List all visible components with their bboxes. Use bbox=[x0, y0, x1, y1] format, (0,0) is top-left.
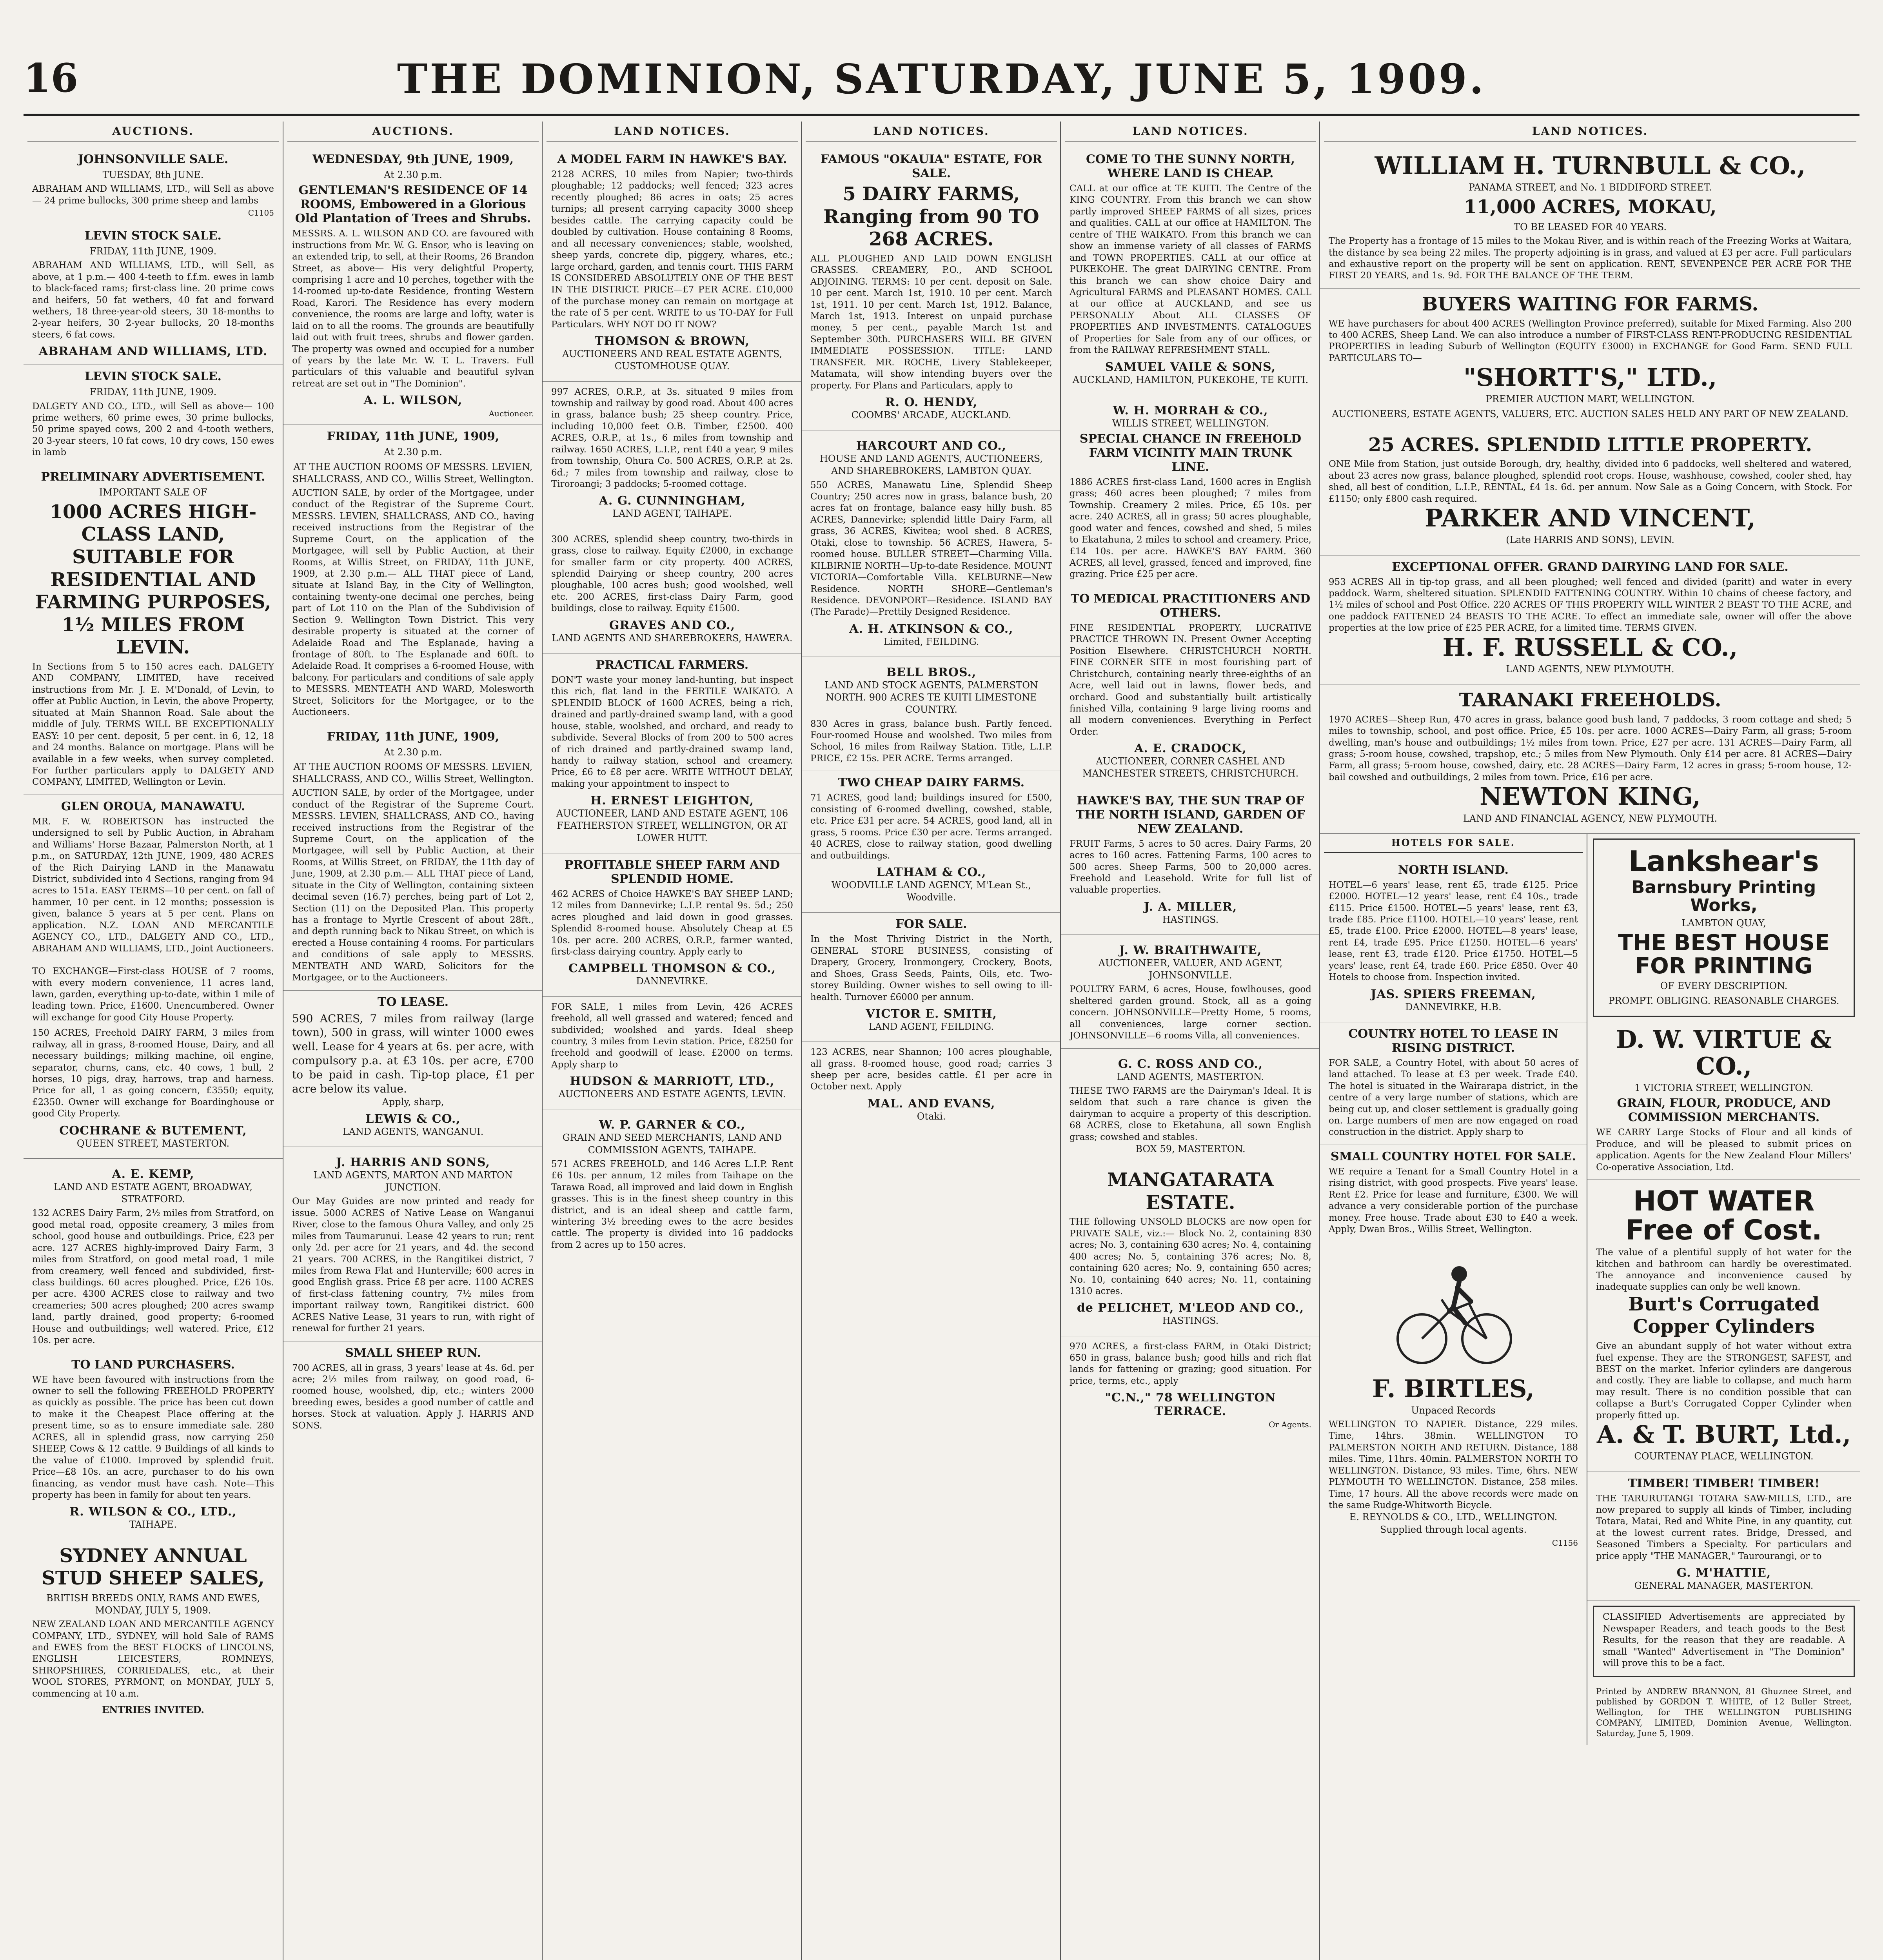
ad-body: Give an abundant supply of hot water without extra fuel expense. They are the STRONGEST, SAFEST, and BEST on the market. Inferior cylinders are dangerous and costly. They are liable to collapse, and much harm may result. There is no condition possible that can collapse a Burt's Corrugated Copper Cylinder when properly fitted up. bbox=[1596, 1341, 1852, 1421]
ad-address: LAND AND ESTATE AGENT, BROADWAY, STRATFORD. bbox=[53, 1181, 253, 1205]
ad-signature: GRAVES AND CO., bbox=[609, 618, 735, 632]
ad-address: AUCTIONEER, VALUER, AND AGENT, JOHNSONVILLE. bbox=[1098, 958, 1283, 981]
ad-address: GRAIN AND SEED MERCHANTS, LAND AND COMMISSION AGENTS, TAIHAPE. bbox=[562, 1132, 782, 1156]
ad-footer: PROMPT. OBLIGING. REASONABLE CHARGES. bbox=[1608, 995, 1839, 1006]
ad-sunny-north bbox=[1061, 148, 1320, 395]
ad-body: MR. F. W. ROBERTSON has instructed the undersigned to sell by Public Auction, in Abraham and Williams' Horse Bazaar, Palmerston North, at 1 p.m., on SATURDAY, 12th JUNE, 1909, 480 ACRES of the Rich Dairying LAND in the Manawatu District, subdivided into 4 Sections, ranging from 94 acres to 151a. EASY TERMS—10 per cent. on fall of hammer, 10 per cent. in 12 months; possession is given, balance 5 years at 5 per cent. Plans on application. N.Z. LOAN AND MERCANTILE AGENCY CO., LTD., DALGETY AND CO., LTD., ABRAHAM AND WILLIAMS, LTD., Joint Auctioneers. bbox=[32, 816, 274, 954]
ad-lankshear-printing bbox=[1593, 838, 1855, 1017]
ad-signature: D. W. VIRTUE & CO., bbox=[1616, 1025, 1832, 1080]
column-auctions-2 bbox=[283, 122, 543, 1960]
ad-signature: WILLIAM H. TURNBULL & CO., bbox=[1375, 151, 1806, 180]
ad-body: ABRAHAM AND WILLIAMS, LTD., will Sell, as above, at 1 p.m.— 400 4-teeth to f.f.m. ewes in lamb to black-faced rams; first-class line. 20 prime cows and heifers, 50 fat wethers, 40 fat and forward wethers, 18 three-year-old steers, 30 18-months to 2-year heifers, 30 2-year bullocks, 20 18-months steers, 6 fat cows. bbox=[32, 260, 274, 340]
ad-title: Lankshear's bbox=[1629, 844, 1819, 878]
ad-signature: H. F. RUSSELL & CO., bbox=[1442, 633, 1738, 662]
ad-address: PANAMA STREET, and No. 1 BIDDIFORD STREET. bbox=[1468, 182, 1712, 193]
ad-address: AUCTIONEER, LAND AND ESTATE AGENT, 106 FEATHERSTON STREET, WELLINGTON, OR AT LOWER HUTT. bbox=[556, 808, 788, 844]
ad-address: LAMBTON QUAY, bbox=[1681, 917, 1766, 929]
ad-address: DANNEVIRKE, H.B. bbox=[1405, 1001, 1502, 1013]
ad-address: QUEEN STREET, MASTERTON. bbox=[76, 1138, 230, 1149]
ad-body: WE have purchasers for about 400 ACRES (Wellington Province preferred), suitable for Mixed Farming. Also 200 to 400 ACRES, Sheep Land. We can also introduce a number of FIRST-CLASS RENT-PRODUCING RESIDENTIAL PROPERTIES in leading Suburb of Wellington (EQUITY £3000) in EXCHANGE for Good Farm. SEND FULL PARTICULARS TO— bbox=[1329, 318, 1852, 363]
ad-reference: C1156 bbox=[1552, 1538, 1578, 1548]
ad-hot-water bbox=[1587, 1180, 1860, 1472]
ad-garner bbox=[543, 1109, 802, 1257]
ad-turnbull-mokau bbox=[1320, 148, 1860, 289]
ad-address: PREMIER AUCTION MART, WELLINGTON. bbox=[1485, 394, 1695, 405]
ad-preliminary-sale bbox=[24, 465, 283, 795]
ad-signature: "C.N.," 78 WELLINGTON TERRACE. bbox=[1105, 1391, 1276, 1419]
ad-title: SMALL COUNTRY HOTEL FOR SALE. bbox=[1331, 1149, 1576, 1163]
ad-graves bbox=[543, 529, 802, 653]
ad-title: A MODEL FARM IN HAWKE'S BAY. bbox=[557, 152, 787, 166]
ad-title: TIMBER! TIMBER! TIMBER! bbox=[1628, 1476, 1820, 1490]
ad-apply: Apply, sharp, bbox=[382, 1096, 444, 1107]
ad-signature: A. & T. BURT, Ltd., bbox=[1596, 1420, 1851, 1449]
ad-braithwaite bbox=[1061, 935, 1320, 1049]
ad-date: TUESDAY, 8th JUNE. bbox=[102, 169, 204, 180]
ad-address: HASTINGS. bbox=[1162, 914, 1219, 925]
ad-body: 132 ACRES Dairy Farm, 2½ miles from Stratford, on good metal road, opposite creamery, 3 miles from school, good house and outbuildings. Price, £23 per acre. 127 ACRES highly-improved Dairy Farm, 3 miles from Stratford, on good metal road, 1 mile from creamery, well fenced and subdivided, first-class buildings. 60 acres ploughed. Price, £26 10s. per acre. 4300 ACRES close to railway and two creameries; 500 acres ploughed; 200 acres swamp land, partly drained, good property; 6-roomed House and outbuildings; well watered. Price, £12 10s. per acre. bbox=[32, 1208, 274, 1346]
ad-address: AUCTIONEER, CORNER CASHEL AND MANCHESTER STREETS, CHRISTCHURCH. bbox=[1082, 756, 1299, 779]
ad-cunningham bbox=[543, 382, 802, 529]
ad-body: ABRAHAM AND WILLIAMS, LTD., will Sell as above— 24 prime bullocks, 300 prime sheep and lambs bbox=[32, 184, 274, 206]
ad-signature: J. HARRIS AND SONS, bbox=[336, 1155, 490, 1169]
ad-subtitle: TO BE LEASED FOR 40 YEARS. bbox=[1514, 221, 1667, 232]
ad-title: GENTLEMAN'S RESIDENCE OF 14 ROOMS, Embowered in a Glorious Old Plantation of Trees and Shrubs. bbox=[295, 183, 531, 226]
ad-signature: BELL BROS., bbox=[886, 666, 977, 680]
ad-splendid-property bbox=[1320, 429, 1860, 555]
ad-time: At 2.30 p.m. bbox=[384, 446, 442, 458]
ad-harcourt bbox=[802, 430, 1061, 657]
ad-title: MANGATARATA ESTATE. bbox=[1107, 1169, 1274, 1214]
ad-cochrane-butement bbox=[24, 961, 283, 1159]
ad-signature: A. H. ATKINSON & CO., bbox=[849, 622, 1013, 636]
ad-otaki-farm bbox=[1061, 1336, 1320, 1436]
ad-title: TO MEDICAL PRACTITIONERS AND OTHERS. bbox=[1070, 592, 1311, 620]
ad-address: WOODVILLE LAND AGENCY, M'Lean St., Woodville. bbox=[831, 879, 1031, 903]
ad-signature: MAL. AND EVANS, bbox=[867, 1096, 995, 1111]
ad-hudson-marriott bbox=[543, 997, 802, 1110]
ad-body: MESSRS. A. L. WILSON AND CO. are favoured with instructions from Mr. W. G. Ensor, who is leaving on an extended trip, to sell, at their Rooms, 26 Brandon Street, as above— His very delightful Property, comprising 1 acre and 10 perches, together with the 14-roomed up-to-date Residence, fronting Western Road, Karori. The Residence has every modern convenience, the rooms are large and lofty, water is laid on to all the rooms. The grounds are beautifully laid out with fruit trees, shrubs and flower garden. The property was owned and occupied for a number of years by the late Mr. W. T. L. Travers. Full particulars of this valuable and beautiful sylvan retreat are set out in "The Dominion". bbox=[292, 229, 534, 389]
ad-signature: THOMSON & BROWN, bbox=[594, 334, 750, 348]
ad-signature: G. M'HATTIE, bbox=[1676, 1566, 1771, 1580]
ad-body: FINE RESIDENTIAL PROPERTY, LUCRATIVE PRACTICE THROWN IN. Present Owner Accepting Position Elsewhere. CHRISTCHURCH NORTH. FINE CORNER SITE in most fourishing part of Christchurch, containing nearly three-eighths of an Acre, well laid out in lawns, flower beds, and orchard. Good and substantially built artistically finished Villa, containing 9 large living rooms and all modern conveniences. Everything in Perfect Order. bbox=[1070, 622, 1311, 737]
ad-body: 590 ACRES, 7 miles from railway (large town), 500 in grass, will winter 1000 ewes well. Lease for 4 years at 6s. per acre, with compulsory p.a. at £3 10s. per acre, £700 to be paid in cash. Tip-top place, £1 per acre below its value. bbox=[292, 1012, 534, 1095]
ad-body: 300 ACRES, splendid sheep country, two-thirds in grass, close to railway. Equity £2000, in exchange for smaller farm or city property. 400 ACRES, splendid Dairying or sheep country, 200 acres ploughable, 100 acres bush; good woolshed, well etc. 200 ACRES, first-class Dairy Farm, good buildings, close to railway. Equity £1500. bbox=[551, 534, 793, 614]
ad-title: HAWKE'S BAY, THE SUN TRAP OF THE NORTH ISLAND, GARDEN OF NEW ZEALAND. bbox=[1076, 793, 1305, 836]
ad-levin-stock-sale-2 bbox=[24, 365, 283, 465]
column-heading: LAND NOTICES. bbox=[806, 122, 1057, 142]
ad-body: 1970 ACRES—Sheep Run, 470 acres in grass, balance good bush land, 7 paddocks, 3 room cottage and shed; 5 miles to township, school, and post office. Price, £5 10s. per acre. 1000 ACRES—Dairy Farm, all grass; 5-room dwelling, man's house and outbuildings; 1½ miles from town. Price, £27 per acre. 131 ACRES—Dairy Farm, all grass; 5-room house, cowshed, trapshop, etc.; 5 miles from New Plymouth. Only £14 per acre. 81 ACRES—Dairy Farm, all grass; 5-room house, cowshed, dairy, etc. 28 ACRES—Dairy Farm, 12 acres in grass; 5-room house, 12-bail cowshed and outbuildings, 2 miles from town. Price, £16 per acre. bbox=[1329, 714, 1852, 782]
ad-title: PRACTICAL FARMERS. bbox=[596, 658, 749, 672]
ad-address: LAND AGENT, TAIHAPE. bbox=[612, 508, 732, 519]
ad-title: LEVIN STOCK SALE. bbox=[85, 229, 222, 243]
ad-title: Burt's Corrugated Copper Cylinders bbox=[1628, 1293, 1819, 1338]
ad-subtitle: Unpaced Records bbox=[1411, 1405, 1496, 1416]
ad-hotels-for-sale bbox=[1320, 858, 1587, 1022]
ad-land-purchasers bbox=[24, 1353, 283, 1540]
ad-signature: CAMPBELL THOMSON & CO., bbox=[568, 962, 776, 976]
ad-date: FRIDAY, 11th JUNE, 1909, bbox=[327, 730, 499, 744]
ad-body: In Sections from 5 to 150 acres each. DALGETY AND COMPANY, LIMITED, have received instructions from Mr. J. E. M'Donald, of Levin, to offer at Public Auction, in Levin, the above Property, situated at Main Shannon Road. Sale about the middle of July. TERMS WILL BE EXCEPTIONALLY EASY: 10 per cent. deposit, 5 per cent. in 6, 12, 18 and 24 months. Balance on mortgage. Plans will be available in a few weeks, when survey completed. For further particulars apply to DALGETY AND COMPANY, LIMITED, Wellington or Levin. bbox=[32, 662, 274, 788]
lower-left bbox=[1320, 834, 1587, 1745]
ad-body: FRUIT Farms, 5 acres to 50 acres. Dairy Farms, 20 acres to 160 acres. Fattening Farms, 100 acres to 500 acres. Sheep Farms, 500 to 20,000 acres. Freehold and Leasehold. Write for full list of valuable properties. bbox=[1070, 838, 1311, 895]
ad-title: TO LAND PURCHASERS. bbox=[71, 1357, 235, 1372]
ad-title: 11,000 ACRES, MOKAU, bbox=[1464, 196, 1717, 218]
column-heading: LAND NOTICES. bbox=[1065, 122, 1316, 142]
ad-signature: G. C. ROSS AND CO., bbox=[1118, 1057, 1263, 1071]
ad-address: Otaki. bbox=[917, 1111, 946, 1122]
ad-grand-dairying bbox=[1320, 555, 1860, 685]
ad-title: GRAIN, FLOUR, PRODUCE, AND COMMISSION MERCHANTS. bbox=[1617, 1096, 1831, 1125]
ad-address: LAND AND FINANCIAL AGENCY, NEW PLYMOUTH. bbox=[1463, 813, 1718, 824]
ad-address: WILLIS STREET, WELLINGTON. bbox=[1112, 417, 1269, 429]
ad-date: FRIDAY, 11th JUNE, 1909, bbox=[327, 430, 499, 444]
ad-wilson-residence bbox=[283, 148, 543, 425]
ad-body: WE CARRY Large Stocks of Flour and all kinds of Produce, and will be pleased to submit prices on application. Agents for the New Zealand Flour Millers' Co-operative Association, Ltd. bbox=[1596, 1127, 1852, 1172]
ad-body: Our May Guides are now printed and ready for issue. 5000 ACRES of Native Lease on Wanganui River, close to the famous Ohura Valley, and only 25 miles from Taumarunui. Lease 42 years to run; rent only 2d. per acre for 21 years, and 4d. the second 21 years. 700 ACRES, in the Rangitikei district, 7 miles from Rewa Flat and Hunterville; 600 acres in good English grass. Price £8 per acre. 1100 ACRES of first-class fattening country, 7½ miles from important railway town, Rangitikei district. 600 ACRES Native Lease, 31 years to run, with right of renewal for further 21 years. bbox=[292, 1196, 534, 1334]
ad-store-for-sale bbox=[802, 913, 1061, 1042]
ad-title: COUNTRY HOTEL TO LEASE IN RISING DISTRICT. bbox=[1348, 1027, 1558, 1055]
column-land-notices-3 bbox=[1060, 122, 1320, 1960]
ad-body: FOR SALE, 1 miles from Levin, 426 ACRES freehold, all well grassed and watered; fenced and subdivided; woolshed and yards. Ideal sheep country, 3 miles from Levin station. Price, £8250 for freehold and goodwill of lease. £2000 on terms. Apply sharp to bbox=[551, 1002, 793, 1070]
ad-to-lease bbox=[283, 991, 543, 1147]
ad-title: TARANAKI FREEHOLDS. bbox=[1459, 689, 1721, 711]
ad-headline: HOT WATER Free of Cost. bbox=[1625, 1185, 1822, 1246]
ad-body: THE following UNSOLD BLOCKS are now open for PRIVATE SALE, viz.:— Block No. 2, containing 830 acres; No. 3, containing 630 acres; No. 4, containing 400 acres; No. 5, containing 376 acres; No. 8, containing 620 acres; No. 9, containing 650 acres; No. 10, containing 640 acres; No. 11, containing 1310 acres. bbox=[1070, 1217, 1311, 1296]
ad-title: FAMOUS "OKAUIA" ESTATE, FOR SALE. bbox=[820, 152, 1042, 180]
ad-buyers-waiting bbox=[1320, 289, 1860, 429]
ad-address: GENERAL MANAGER, MASTERTON. bbox=[1634, 1580, 1814, 1592]
ad-signature: A. L. WILSON, bbox=[363, 394, 463, 408]
ad-body: DON'T waste your money land-hunting, but inspect this rich, flat land in the FERTILE WAIKATO. A SPLENDID BLOCK of 1600 ACRES, being a rich, drained and partly-drained swamp land, with a good house, stable, woolshed, and orchard, and ready to subdivide. Several Blocks of from 200 to 500 acres of rich drained and partly-drained swamp land, handy to railway station, school and creamery. Price, £6 to £8 per acre. WRITE WITHOUT DELAY, making your appointment to inspect to bbox=[551, 675, 793, 789]
ad-johnsonville-sale bbox=[24, 148, 283, 224]
ad-levin-stock-sale-1 bbox=[24, 224, 283, 365]
ad-signature: de PELICHET, M'LEOD AND CO., bbox=[1077, 1301, 1304, 1315]
ad-body: WE have been favoured with instructions from the owner to sell the following FREEHOLD PROPERTY as quickly as possible. The price has been cut down to make it the Cheapest Place offering at the present time, so as to ensure immediate sale. 280 ACRES, all in splendid grass, now carrying 250 SHEEP, Cows & 12 cattle. 9 Buildings of all kinds to the value of £1000. Improved by splendid fruit. Price—£8 10s. an acre, purchaser to do his own financing, as vendor must have cash. Note—This property has been in family for about ten years. bbox=[32, 1374, 274, 1500]
ad-address: LAND AND STOCK AGENTS, PALMERSTON NORTH. 900 ACRES TE KUITI LIMESTONE COUNTRY. bbox=[824, 680, 1038, 715]
ad-signature: COCHRANE & BUTEMENT, bbox=[59, 1123, 247, 1138]
ad-address: AUCTIONEERS AND REAL ESTATE AGENTS, CUSTOMHOUSE QUAY. bbox=[562, 348, 783, 372]
ad-mortgagee-sale-2 bbox=[283, 725, 543, 991]
ad-title: NORTH ISLAND. bbox=[1398, 863, 1509, 877]
ad-body: ALL PLOUGHED AND LAID DOWN ENGLISH GRASSES. CREAMERY, P.O., AND SCHOOL ADJOINING. TERMS: 10 per cent. deposit on Sale. 10 per cent. March 1st, 1910. 10 per cent. March 1st, 1911. 10 per cent. March 1st, 1912. Balance, March 1st, 1913. Interest on unpaid purchase money, 5 per cent., payable March 1st and September 30th. PURCHASERS WILL BE GIVEN IMMEDIATE POSSESSION. TITLE: LAND TRANSFER. MR. ROCHE, Livery Stablekeeper, Matamata, will show intending buyers over the property. For Plans and Particulars, apply to bbox=[810, 253, 1052, 391]
ad-address: LAND AGENTS, WANGANUI. bbox=[342, 1126, 484, 1137]
ad-body: DALGETY AND CO., LTD., will Sell as above— 100 prime wethers, 60 prime ewes, 30 prime bullocks, 50 prime spayed cows, 200 2 and 4-tooth wethers, 20 3-year steers, 10 fat cows, 10 dry cows, 150 ewes in lamb bbox=[32, 401, 274, 458]
ad-body: 71 ACRES, good land; buildings insured for £500, consisting of 6-roomed dwelling, cowshed, stable, etc. Price £31 per acre. 54 ACRES, good land, all in grass, 5 rooms. Price £30 per acre. Terms arranged. 40 ACRES, close to railway station, good dwelling and outbuildings. bbox=[810, 793, 1052, 861]
ad-title: SPECIAL CHANCE IN FREEHOLD FARM VICINITY MAIN TRUNK LINE. bbox=[1079, 432, 1302, 474]
ad-birtles-records bbox=[1320, 1242, 1587, 1554]
ad-body: HOTEL—6 years' lease, rent £5, trade £125. Price £2000. HOTEL—12 years' lease, rent £4 10s., trade £115. Price £1500. HOTEL—5 years' lease, rent £3, trade £85. Price £1100. HOTEL—10 years' lease, rent £5, trade £100. Price £2000. HOTEL—8 years' lease, rent £4, trade £95. Price £1250. HOTEL—6 years' lease, rent £3, trade £120. Price £1750. HOTEL—5 years' lease, rent £4, trade £60. Price £850. Over 40 Hotels to choose from. Inspection invited. bbox=[1329, 880, 1578, 983]
ad-body: NEW ZEALAND LOAN AND MERCANTILE AGENCY COMPANY, LTD., SYDNEY, will hold Sale of RAMS and EWES from the BEST FLOCKS of LINCOLNS, ENGLISH LEICESTERS, ROMNEYS, SHROPSHIRES, CORRIEDALES, etc., at their WOOL STORES, PYRMONT, on MONDAY, JULY 5, commencing at 10 a.m. bbox=[32, 1619, 274, 1699]
ad-body: 2128 ACRES, 10 miles from Napier; two-thirds ploughable; 12 paddocks; well fenced; 323 acres recently ploughed; 86 acres in oats; 25 acres turnips; all present carrying capacity 3000 sheep besides cattle. The carrying capacity could be doubled by cultivation. House containing 8 Rooms, and all necessary conveniences; stable, woolshed, sheep yards, concrete dip, piggery, whares, etc.; large orchard, garden, and tennis court. THIS FARM IS CONSIDERED ABSOLUTELY ONE OF THE BEST IN THE DISTRICT. PRICE—£7 PER ACRE. £10,000 of the purchase money can remain on mortgage at the rate of 5 per cent. WRITE to us TO-DAY for Full Particulars. WHY NOT DO IT NOW? bbox=[551, 169, 793, 330]
ad-title: GLEN OROUA, MANAWATU. bbox=[61, 799, 245, 813]
ad-body: In the Most Thriving District in the North, GENERAL STORE BUSINESS, consisting of Drapery, Grocery, Ironmongery, Crockery, Boots, and Shoes, Grass Seeds, Paints, Oils, etc. Two-storey Building. Owner wishes to sell owing to ill-health. Turnover £6000 per annum. bbox=[810, 934, 1052, 1002]
ad-medical-practitioners bbox=[1061, 587, 1320, 789]
ad-signature: HARCOURT AND CO., bbox=[856, 439, 1007, 453]
ad-headline: 1000 ACRES HIGH-CLASS LAND, SUITABLE FOR RESIDENTIAL AND FARMING PURPOSES, 1½ MILES FROM LEVIN. bbox=[35, 501, 271, 659]
ad-kemp bbox=[24, 1159, 283, 1353]
column-heading: AUCTIONS. bbox=[287, 122, 539, 142]
ad-hawkes-bay bbox=[1061, 789, 1320, 935]
ad-signature: J. A. MILLER, bbox=[1144, 900, 1237, 914]
newspaper-title: THE DOMINION, SATURDAY, JUNE 5, 1909. bbox=[397, 55, 1486, 103]
ad-address: COURTENAY PLACE, WELLINGTON. bbox=[1634, 1451, 1814, 1462]
ad-subtitle: Barnsbury Printing Works, bbox=[1631, 877, 1816, 916]
ad-morrah bbox=[1061, 395, 1320, 587]
ad-address: LAND AGENTS AND SHAREBROKERS, HAWERA. bbox=[552, 632, 793, 644]
ad-body: 970 ACRES, a first-class FARM, in Otaki District; 650 in grass, balance bush; good hills and rich flat lands for fattening or grazing; good situation. For price, terms, etc., apply bbox=[1070, 1341, 1311, 1386]
column-heading: AUCTIONS. bbox=[27, 122, 279, 142]
ad-title: COME TO THE SUNNY NORTH, WHERE LAND IS CHEAP. bbox=[1086, 152, 1295, 180]
ad-title: FOR SALE. bbox=[895, 917, 967, 931]
imprint-text: Printed by ANDREW BRANNON, 81 Ghuznee Street, and published by GORDON T. WHITE, of 12 Buller Street, Wellington, for THE WELLINGTON PUBLISHING COMPANY, LIMITED, Dominion Avenue, Wellington. Saturday, June 5, 1909. bbox=[1596, 1686, 1852, 1738]
ad-small-country-hotel bbox=[1320, 1145, 1587, 1242]
ad-agent: E. REYNOLDS & CO., LTD., WELLINGTON. Supplied through local agents. bbox=[1349, 1512, 1558, 1535]
ad-body: AUCTION SALE, by order of the Mortgagee, under conduct of the Registrar of the Supreme Court. MESSRS. LEVIEN, SHALLCRASS, AND CO., having received instructions from the Registrar of the Supreme Court, on the application of the Mortgagee, will sell by Public Auction, at their Rooms, at Willis Street, on FRIDAY, 11th JUNE, 1909, at 2.30 p.m.— ALL THAT piece of Land, situate at Island Bay, in the City of Wellington, containing twenty-one decimal one perches, being part of Lot 110 on the Plan of the Subdivision of Section 9. Wellington Town District. This very desirable property is situated at the corner of Adelaide Road and The Esplanade, having a frontage of 80ft. to The Esplanade and 60ft. to Adelaide Road. It comprises a 6-roomed House, with balcony. For particulars and conditions of sale apply to MESSRS. MENTEATH AND WARD, Molesworth Street, Solicitors for the Mortgagee, or to the Auctioneers. bbox=[292, 488, 534, 718]
ad-address: COOMBS' ARCADE, AUCKLAND. bbox=[851, 410, 1011, 421]
column-land-notices-2 bbox=[801, 122, 1061, 1960]
ad-signature: VICTOR E. SMITH, bbox=[866, 1007, 997, 1021]
ad-title: TWO CHEAP DAIRY FARMS. bbox=[838, 776, 1025, 790]
ad-mangatarata-estate bbox=[1061, 1164, 1320, 1336]
ad-headline: 5 DAIRY FARMS, Ranging from 90 TO 268 ACRES. bbox=[823, 183, 1039, 250]
ad-harris-sons bbox=[283, 1147, 543, 1341]
ad-glen-oroua bbox=[24, 795, 283, 961]
ad-signature: NEWTON KING, bbox=[1480, 782, 1701, 811]
ad-body: 997 ACRES, O.R.P., at 3s. situated 9 miles from township and railway by good road. About 400 acres in grass, balance bush; 25 sheep country. Price, including 10,000 feet O.B. Timber, £2500. 400 ACRES, O.R.P., at 1s., 6 miles from township and railway. 1650 ACRES, L.I.P., rent £40 a year, 9 miles from township, Ohura Co. 500 ACRES, O.R.P. at 2s. 6d.; 7 miles from township and railway, close to Tiroroangi; 3 paddocks; 5-roomed cottage. bbox=[551, 387, 793, 489]
page-number: 16 bbox=[24, 55, 78, 101]
ad-address: 1 VICTORIA STREET, WELLINGTON. bbox=[1634, 1082, 1814, 1094]
ad-title: SYDNEY ANNUAL STUD SHEEP SALES, bbox=[42, 1544, 265, 1590]
ad-signature: "SHORTT'S," LTD., bbox=[1463, 363, 1717, 392]
ad-title: LEVIN STOCK SALE. bbox=[85, 370, 222, 384]
ad-signature: F. BIRTLES, bbox=[1372, 1374, 1534, 1403]
ad-address: LAND AGENTS, MARTON AND MARTON JUNCTION. bbox=[313, 1169, 513, 1193]
ad-ross bbox=[1061, 1049, 1320, 1165]
ad-body: 700 ACRES, all in grass, 3 years' lease at 4s. 6d. per acre; 2½ miles from railway, on good road, 6-roomed house, woolshed, dip, etc.; winters 2000 breeding ewes, besides a good number of cattle and horses. Stock at valuation. Apply J. HARRIS AND SONS. bbox=[292, 1363, 534, 1431]
ad-title: JOHNSONVILLE SALE. bbox=[78, 152, 229, 166]
lower-right bbox=[1587, 834, 1860, 1745]
ad-place: AT THE AUCTION ROOMS OF MESSRS. LEVIEN, SHALLCRASS, AND CO., Willis Street, Wellington. bbox=[292, 761, 534, 784]
ad-country-hotel bbox=[1320, 1022, 1587, 1145]
ad-taranaki-freeholds bbox=[1320, 684, 1860, 834]
ad-signature: LATHAM & CO., bbox=[876, 865, 986, 879]
ad-body: TO EXCHANGE—First-class HOUSE of 7 rooms, with every modern convenience, 11 acres land, lawn, garden, everything up-to-date, within 1 mile of leading town. Price, £1600. Unencumbered. Owner will exchange for good City House Property. bbox=[32, 966, 274, 1023]
ad-signature: A. G. CUNNINGHAM, bbox=[599, 494, 746, 508]
ad-date: WEDNESDAY, 9th JUNE, 1909, bbox=[312, 152, 514, 166]
ad-body: ONE Mile from Station, just outside Borough, dry, healthy, divided into 6 paddocks, well sheltered and watered, about 23 acres now grass, balance ploughed, splendid root crops. House, washhouse, cowshed, cooler shed, hay shed, all best of condition, L.I.P., RENTAL, £4 1s. 6d. per annum. Now Sale as a Going Concern, with Stock. For £1150; only £800 cash required. bbox=[1329, 459, 1852, 504]
ad-title: PRELIMINARY ADVERTISEMENT. bbox=[41, 470, 265, 484]
column-heading: LAND NOTICES. bbox=[1324, 122, 1856, 142]
ad-timber bbox=[1587, 1472, 1860, 1601]
ad-body: 123 ACRES, near Shannon; 100 acres ploughable, all grass. 8-roomed house, good road; carries 3 sheep per acre, besides cattle. £1 per acre in October next. Apply bbox=[810, 1047, 1052, 1092]
ad-address: AUCTIONEERS AND ESTATE AGENTS, LEVIN. bbox=[558, 1089, 786, 1100]
column-auctions-1 bbox=[24, 122, 283, 1960]
ad-address: DANNEVIRKE. bbox=[636, 976, 708, 987]
ad-address: (Late HARRIS AND SONS), LEVIN. bbox=[1506, 534, 1674, 546]
ad-signature: R. O. HENDY, bbox=[885, 396, 978, 410]
ad-mortgagee-sale-1 bbox=[283, 425, 543, 725]
ad-subtitle: IMPORTANT SALE OF bbox=[99, 486, 207, 498]
ad-signature: HUDSON & MARRIOTT, LTD., bbox=[570, 1074, 775, 1089]
ad-body: AUCTION SALE, by order of the Mortgagee, under conduct of the Registrar of the Supreme Court. MESSRS. LEVIEN, SHALLCRASS, AND CO., having received instructions from the Registrar of the Supreme Court, on the application of the Mortgagee, will sell by Public Auction, at their Rooms, at Willis Street, on FRIDAY, the 11th day of June, 1909, at 2.30 p.m.— ALL THAT piece of Land, situate in the City of Wellington, containing sixteen decimal seven (16.7) perches, being part of Lot 2, Section (11) on the Deposited Plan. This property has a frontage to Myrtle Crescent of about 28ft., and depth running back to Nikau Street, on which is erected a House containing 4 rooms. For particulars and conditions of sale apply to MESSRS. MENTEATH AND WARD, Solicitors for the Mortgagee, or to the Auctioneers. bbox=[292, 788, 534, 983]
ad-small-sheep-run bbox=[283, 1341, 543, 1438]
ad-title: BUYERS WAITING FOR FARMS. bbox=[1422, 293, 1759, 315]
ad-body: THE TARURUTANGI TOTARA SAW-MILLS, LTD., are now prepared to supply all kinds of Timber, including Totara, Matai, Red and White Pine, in any quantity, cut at the lowest current rates. Bridge, Dressed, and Seasoned Timbers a Specialty. For particulars and price apply "THE MANAGER," Taurourangi, or to bbox=[1596, 1493, 1852, 1561]
masthead bbox=[24, 55, 1859, 102]
ad-address: LAND AGENTS, NEW PLYMOUTH. bbox=[1506, 663, 1674, 675]
ad-address: LAND AGENTS, MASTERTON. bbox=[1117, 1071, 1264, 1082]
ad-title: PROFITABLE SHEEP FARM AND SPLENDID HOME. bbox=[564, 858, 780, 886]
ad-signature: JAS. SPIERS FREEMAN, bbox=[1371, 987, 1536, 1001]
ad-signature: A. E. CRADOCK, bbox=[1134, 742, 1247, 756]
ad-place: AT THE AUCTION ROOMS OF MESSRS. LEVIEN, SHALLCRASS, AND CO., Willis Street, Wellington. bbox=[292, 461, 534, 485]
ad-date: FRIDAY, 11th JUNE, 1909. bbox=[89, 246, 217, 257]
ad-model-farm bbox=[543, 148, 802, 382]
ad-body: 1886 ACRES first-class Land, 1600 acres in English grass; 460 acres been ploughed; 7 miles from Township. Creamery 2 miles. Price, £5 10s. per acre. 240 ACRES, all in grass; 50 acres ploughable, good water and fences, cowshed and shed, 5 miles to Ekatahuna, 2 miles to school and creamery. Price, £14 10s. per acre. HAWKE'S BAY FARM. 360 ACRES, all level, grassed, fenced and improved, fine grazing. Price £25 per acre. bbox=[1070, 477, 1311, 580]
ad-headline: THE BEST HOUSE FOR PRINTING bbox=[1618, 930, 1830, 979]
ad-title: TO LEASE. bbox=[377, 995, 449, 1009]
ad-body: POULTRY FARM, 6 acres, House, fowlhouses, good sheltered garden ground. Stock, all as a going concern. JOHNSONVILLE—Pretty Home, 5 rooms, all conveniences, large corner section. JOHNSONVILLE—6 rooms Villa, all conveniences. bbox=[1070, 984, 1311, 1041]
ad-body: The Property has a frontage of 15 miles to the Mokau River, and is within reach of the Freezing Works at Waitara, the distance by sea being 22 miles. The property adjoining is in grass, and valued at £3 per acre. Full particulars and exhaustive report on the property will be sent on application. RENT, SEVENPENCE PER ACRE FOR THE FIRST 20 YEARS, and 1s. 9d. FOR THE BALANCE OF THE TERM. bbox=[1329, 236, 1852, 281]
ad-address: HOUSE AND LAND AGENTS, AUCTIONEERS, AND SHAREBROKERS, LAMBTON QUAY. bbox=[819, 453, 1043, 477]
ad-sydney-stud-sheep bbox=[24, 1540, 283, 1725]
ad-title: SMALL SHEEP RUN. bbox=[345, 1346, 481, 1360]
ad-signature: W. P. GARNER & CO., bbox=[599, 1118, 746, 1132]
ad-footer: ENTRIES INVITED. bbox=[102, 1704, 204, 1716]
ad-body: The value of a plentiful supply of hot water for the kitchen and bathroom can hardly be overestimated. The annoyance and inconvenience caused by inadequate supplies can only be well known. bbox=[1596, 1247, 1852, 1292]
ad-bell-bros bbox=[802, 657, 1061, 771]
ad-signature: LEWIS & CO., bbox=[365, 1112, 461, 1126]
column-heading: LAND NOTICES. bbox=[547, 122, 798, 142]
ad-role: Auctioneer. bbox=[488, 409, 534, 419]
ad-body: FOR SALE, a Country Hotel, with about 50 acres of land attached. To lease at £3 per week. Trade £40. The hotel is situated in the Wairarapa district, in the centre of a very large number of stations, which are being cut up, and closer settlement is gradually going on. Large numbers of men are now engaged on road construction in the district. Apply sharp to bbox=[1329, 1058, 1578, 1138]
ad-body: 150 ACRES, Freehold DAIRY FARM, 3 miles from railway, all in grass, 8-roomed House, Dairy, and all necessary buildings; milking machine, oil engine, separator, churns, cans, etc. 40 cows, 1 bull, 2 horses, 10 pigs, dray, harrows, trap and harness. Price for all, 1 as going concern, £3550; equity, £2350. Owner will exchange for Boardinghouse or good City Property. bbox=[32, 1028, 274, 1119]
ad-signature: R. WILSON & CO., LTD., bbox=[69, 1505, 237, 1519]
publisher-imprint bbox=[1587, 1682, 1860, 1745]
ad-address: Limited, FEILDING. bbox=[883, 636, 979, 647]
cyclist-illustration-icon bbox=[1391, 1252, 1516, 1370]
ad-signature: ABRAHAM AND WILLIAMS, LTD. bbox=[38, 345, 268, 359]
column-land-notices-4 bbox=[1319, 122, 1860, 1960]
ad-shannon-farm bbox=[802, 1042, 1061, 1131]
ad-virtue bbox=[1587, 1022, 1860, 1180]
ad-body: 571 ACRES FREEHOLD, and 146 Acres L.I.P. Rent £6 10s. per annum, 12 miles from Taihape on the Tarawa Road, all improved and laid down in English grasses. This is in the finest sheep country in this district, and is an ideal sheep and cattle farm, wintering 3½ breeding ewes to the acre besides cattle. The property is divided into 16 paddocks from 2 acres up to 150 acres. bbox=[551, 1159, 793, 1250]
top-rule bbox=[24, 114, 1859, 116]
ad-time: At 2.30 p.m. bbox=[384, 169, 442, 180]
ad-body: CALL at our office at TE KUITI. The Centre of the KING COUNTRY. From this branch we can show partly improved SHEEP FARMS of all sizes, prices and qualities. CALL at our office at HAMILTON. The centre of THE WAIKATO. From this branch we can show an immense variety of all classes of FARMS and TOWN PROPERTIES. CALL at our office at PUKEKOHE. The great DAIRYING CENTRE. From this branch we can show choice Dairy and Agricultural FARMS and PLEASANT HOMES. CALL at our office at AUCKLAND, and see us PERSONALLY About ALL CLASSES OF PROPERTIES AND INVESTMENTS. CATALOGUES of Properties for Sale from any of our offices, or from the RAILWAY REFRESHMENT STALL. bbox=[1070, 183, 1311, 356]
ad-body: CLASSIFIED Advertisements are appreciated by Newspaper Readers, and teach goods to the Best Results, for the reason that they are readable. A small "Wanted" Advertisement in "The Dominion" will prove this to be a fact. bbox=[1603, 1612, 1845, 1669]
ad-practical-farmers bbox=[543, 653, 802, 853]
ad-signature: PARKER AND VINCENT, bbox=[1424, 504, 1756, 533]
ad-address: LAND AGENT, FEILDING. bbox=[868, 1021, 994, 1032]
ad-signature: J. W. BRAITHWAITE, bbox=[1119, 944, 1262, 957]
ad-address: HASTINGS. bbox=[1162, 1315, 1219, 1327]
ad-reference: C1105 bbox=[248, 208, 274, 218]
ad-date: FRIDAY, 11th JUNE, 1909. bbox=[89, 387, 217, 398]
ad-subtitle: BRITISH BREEDS ONLY, RAMS AND EWES, MONDAY, JULY 5, 1909. bbox=[46, 1592, 260, 1616]
ad-body: 953 ACRES All in tip-top grass, and all been ploughed; well fenced and divided (paritt) and water in every paddock. Warm, sheltered situation. SPLENDID FATTENING COUNTRY. Within 10 chains of cheese factory, and 1½ miles of school and Post Office. 220 ACRES OF THIS PROPERTY WILL WINTER 2 BEAST TO THE ACRE, and one paddock FATTENED 24 BEASTS TO THE ACRE. To effect an immediate sale, owner will offer the above properties at the low price of £25 PER ACRE, for a limited time. TERMS GIVEN. bbox=[1329, 577, 1852, 633]
ad-body: WE require a Tenant for a Small Country Hotel in a rising district, with good prospects. Five years' lease. Rent £2. Price for lease and furniture, £300. We will advance a very considerable portion of the purchase money. Free house. Trade about £30 to £40 a week. Apply, Dwan Bros., Willis Street, Wellington. bbox=[1329, 1166, 1578, 1235]
ad-footer: Or Agents. bbox=[1269, 1420, 1311, 1430]
ad-okauia-estate bbox=[802, 148, 1061, 430]
ad-title: 25 ACRES. SPLENDID LITTLE PROPERTY. bbox=[1368, 434, 1812, 456]
ad-signature: H. ERNEST LEIGHTON, bbox=[590, 794, 754, 808]
section-heading: HOTELS FOR SALE. bbox=[1324, 834, 1583, 853]
ad-body: WELLINGTON TO NAPIER. Distance, 229 miles. Time, 14hrs. 38min. WELLINGTON TO PALMERSTON NORTH AND RETURN. Distance, 188 miles. Time, 11hrs. 40min. PALMERSTON NORTH TO WELLINGTON. Distance, 93 miles. Time, 6hrs. NEW PLYMOUTH TO WELLINGTON. Distance, 258 miles. Time, 17 hours. All the above records were made on the same Rudge-Whitworth Bicycle. bbox=[1329, 1419, 1578, 1510]
ad-time: At 2.30 p.m. bbox=[384, 746, 442, 758]
ad-two-cheap-dairy-farms bbox=[802, 771, 1061, 913]
ad-address: AUCKLAND, HAMILTON, PUKEKOHE, TE KUITI. bbox=[1072, 374, 1309, 385]
ad-footer: AUCTIONEERS, ESTATE AGENTS, VALUERS, ETC. AUCTION SALES HELD ANY PART OF NEW ZEALAND. bbox=[1332, 408, 1848, 419]
ad-body: 550 ACRES, Manawatu Line, Splendid Sheep Country; 250 acres now in grass, balance bush, 20 acres fat on frontage, balance easy hilly bush. 85 ACRES, Dannevirke; splendid little Dairy Farm, all grass, 36 ACRES, Kiwitea; wool shed. 8 ACRES, Otaki, close to township. 56 ACRES, Hawera, 5-roomed house. BULLER STREET—Charming Villa. KILBIRNIE NORTH—Up-to-date Residence. MOUNT VICTORIA—Comfortable Villa. KELBURNE—New Residence. NORTH SHORE—Gentleman's Residence. DEVONPORT—Residence. ISLAND BAY (The Parade)—Prettily Designed Residence. bbox=[810, 480, 1052, 617]
ad-profitable-sheep-farm bbox=[543, 853, 802, 997]
ad-signature: W. H. MORRAH & CO., bbox=[1113, 403, 1268, 417]
ad-signature: SAMUEL VAILE & SONS, bbox=[1105, 360, 1276, 374]
ad-title: EXCEPTIONAL OFFER. GRAND DAIRYING LAND FOR SALE. bbox=[1392, 560, 1789, 574]
ad-description: OF EVERY DESCRIPTION. bbox=[1660, 980, 1788, 992]
ad-classified-note bbox=[1593, 1606, 1855, 1677]
ad-box: BOX 59, MASTERTON. bbox=[1135, 1143, 1246, 1154]
ad-body: THESE TWO FARMS are the Dairyman's Ideal. It is seldom that such a rare chance is given the dairyman to acquire a property of this description. 68 ACRES, close to Eketahuna, all sown English grass; cowshed and stables. bbox=[1070, 1085, 1311, 1142]
ad-body: 830 Acres in grass, balance bush. Partly fenced. Four-roomed House and woolshed. Two miles from School, 16 miles from Railway Station. Title, L.I.P. PRICE, £2 15s. PER ACRE. Terms arranged. bbox=[810, 719, 1052, 764]
ad-signature: A. E. KEMP, bbox=[112, 1167, 194, 1181]
column-land-notices-1 bbox=[542, 122, 802, 1960]
lower-split bbox=[1320, 834, 1860, 1745]
ad-body: 462 ACRES of Choice HAWKE'S BAY SHEEP LAND; 12 miles from Dannevirke; L.I.P. rental 9s. 5d.; 250 acres ploughed and laid down in good grasses. Splendid 8-roomed house. Absolutely Cheap at £5 10s. per acre. 200 ACRES, O.R.P., farmer wanted, first-class dairying country. Apply early to bbox=[551, 889, 793, 957]
ad-address: TAIHAPE. bbox=[129, 1519, 177, 1530]
